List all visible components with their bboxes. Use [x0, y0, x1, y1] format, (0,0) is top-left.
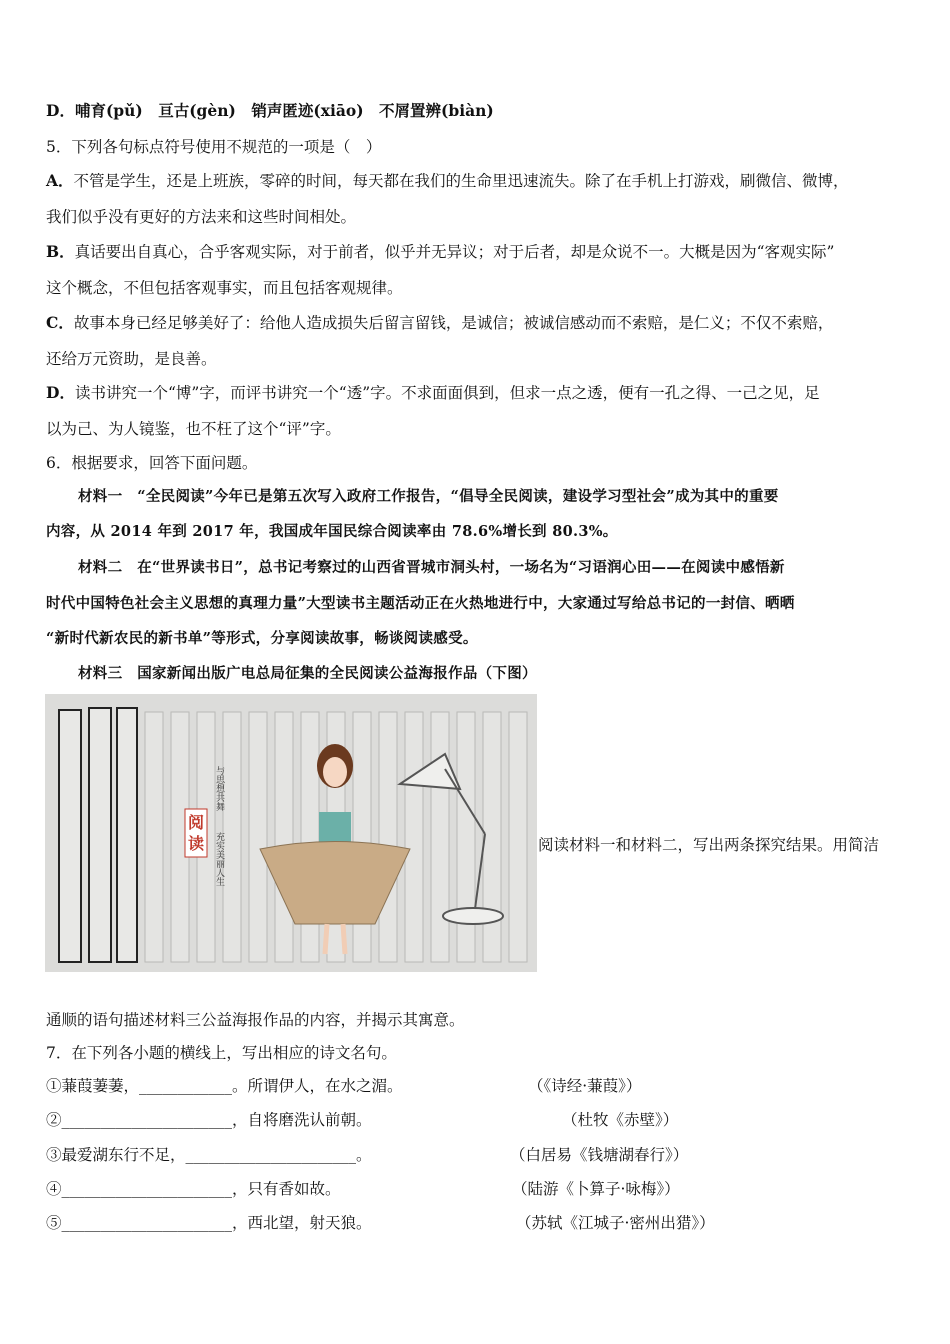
q6-task-line1: 阅读材料一和材料二，写出两条探究结果。用简洁 — [538, 836, 880, 854]
material-two-line3: “新时代新农民的新书单”等形式，分享阅读故事，畅谈阅读感受。 — [46, 630, 478, 647]
q5-option-c-line1 — [46, 313, 833, 333]
poem-item-4: ④______________________，只有香如故。 — [46, 1180, 341, 1198]
material-one-line1: 材料一 “全民阅读”今年已是第五次写入政府工作报告，“倡导全民阅读，建设学习型社会”成为其中的重要 — [78, 488, 779, 505]
q6-stem: 6．根据要求，回答下面问题。 — [46, 454, 258, 472]
poem-source-3: （白居易《钱塘湖春行》） — [510, 1146, 689, 1164]
q5-option-d-line2: 以为己、为人镜鉴，也不枉了这个“评”字。 — [46, 420, 341, 438]
q5-option-a-line2: 我们似乎没有更好的方法来和这些时间相处。 — [46, 208, 357, 226]
material-two-line2: 时代中国特色社会主义思想的真理力量”大型读书主题活动正在火热地进行中，大家通过写给总书记的一封信、晒晒 — [46, 595, 795, 612]
poem-source-5: （苏轼《江城子·密州出猎》） — [516, 1214, 715, 1232]
option-label: D． — [46, 383, 75, 402]
poem-item-5: ⑤______________________，西北望，射天狼。 — [46, 1214, 372, 1232]
q5-option-b-line1 — [46, 242, 834, 262]
q7-stem: 7．在下列各小题的横线上，写出相应的诗文名句。 — [46, 1044, 397, 1062]
poem-item-3: ③最爱湖东行不足，______________________。 — [46, 1146, 372, 1164]
q5-option-a-line1 — [46, 171, 849, 191]
option-text: 不管是学生，还是上班族，零碎的时间，每天都在我们的生命里迅速流失。除了在手机上打游戏，刷微信、微博， — [73, 172, 849, 190]
reading-poster-image — [45, 694, 537, 972]
option-text: 读书讲究一个“博”字，而评书讲究一个“透”字。不求面面俱到，但求一点之透，便有一孔之得、一己之见，足 — [74, 384, 820, 402]
poster-slogan-col1: 与思想共舞 — [214, 766, 224, 811]
q5-option-b-line2: 这个概念，不但包括客观事实，而且包括客观规律。 — [46, 279, 403, 297]
material-two-line1: 材料二 在“世界读书日”，总书记考察过的山西省晋城市洞头村，一场名为“习语润心田——在阅读中感悟新 — [78, 559, 785, 576]
material-three: 材料三 国家新闻出版广电总局征集的全民阅读公益海报作品（下图） — [78, 665, 537, 682]
q4-option-d — [46, 101, 494, 121]
poster-slogan-col2: 充实美丽人生 — [214, 832, 224, 886]
q6-task-line2: 通顺的语句描述材料三公益海报作品的内容，并揭示其寓意。 — [46, 1011, 465, 1029]
poster-illustration — [45, 694, 537, 972]
option-label: A． — [46, 171, 74, 190]
option-text: 故事本身已经足够美好了：给他人造成损失后留言留钱，是诚信；被诚信感动而不索赔，是仁义；不仅不索赔， — [73, 314, 834, 332]
q5-option-d-line1 — [46, 383, 820, 403]
poem-source-1: （《诗经·蒹葭》） — [528, 1077, 642, 1095]
material-one-line2: 内容，从 2014 年到 2017 年，我国成年国民综合阅读率由 78.6%增长到 80.3%。 — [46, 523, 618, 540]
option-label: D． — [46, 101, 75, 120]
option-text: 真话要出自真心，合乎客观实际，对于前者，似乎并无异议；对于后者，却是众说不一。大概是因为“客观实际” — [74, 243, 835, 261]
poem-source-4: （陆游《卜算子·咏梅》） — [512, 1180, 680, 1198]
option-label: B． — [46, 242, 75, 261]
q5-option-c-line2: 还给万元资助，是良善。 — [46, 350, 217, 368]
option-label: C． — [46, 313, 74, 332]
poem-item-1: ①蒹葭萋萋，____________。所谓伊人，在水之湄。 — [46, 1077, 403, 1095]
option-text: 哺育(pǔ) 亘古(gèn) 销声匿迹(xiāo) 不屑置辨(biàn) — [74, 101, 494, 120]
poem-source-2: （杜牧《赤壁》） — [562, 1111, 679, 1129]
poem-item-2: ②______________________，自将磨洗认前朝。 — [46, 1111, 372, 1129]
poster-seal-text: 阅读 — [187, 813, 204, 853]
q5-stem: 5．下列各句标点符号使用不规范的一项是（ ） — [46, 138, 382, 156]
